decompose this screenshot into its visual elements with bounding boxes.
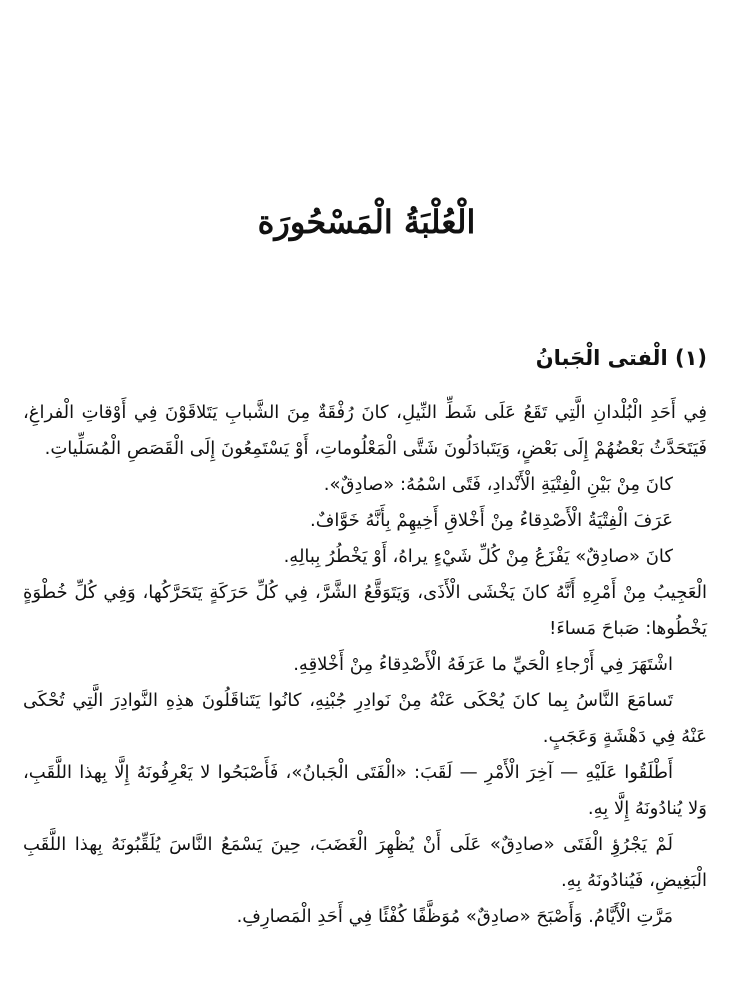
paragraph: تَسامَعَ النَّاسُ بِما كانَ يُحْكَى عَنْهُ مِنْ نَوادِرِ جُبْنِهِ، كانُوا يَتَناقَلُونَ هذِهِ النَّوادِرَ الَّتِي تُحْكَى عَنْهُ فِي دَهْشَةٍ وَعَجَبٍ. <box>23 690 707 747</box>
paragraph: لَمْ يَجْرُؤِ الْفَتَى «صادِقٌ» عَلَى أَنْ يُظْهِرَ الْغَضَبَ، حِينَ يَسْمَعُ النَّاسَ يُلَقِّبُونَهُ بِهذا اللَّقَبِ الْبَغِيضِ، فَيُنادُونَهُ بِهِ. <box>23 834 707 891</box>
paragraph: عَرَفَ الْفِتْيَةُ الْأَصْدِقاءُ مِنْ أَخْلاقِ أَخِيهِمْ بِأَنَّهُ خَوَّافٌ. <box>309 510 673 531</box>
paragraph: مَرَّتِ الْأَيَّامُ. وَأَصْبَحَ «صادِقٌ» مُوَظَّفًا كُفْئًا فِي أَحَدِ الْمَصارِفِ. <box>236 906 673 927</box>
story-body <box>23 395 707 935</box>
paragraph: كانَ مِنْ بَيْنِ الْفِتْيَةِ الْأَنْدادِ، فَتًى اسْمُهُ: «صادِقٌ». <box>323 474 673 495</box>
chapter-heading: (١) الْفتى الْجَبانُ <box>535 346 707 370</box>
paragraph: اشْتَهَرَ فِي أَرْجاءِ الْحَيِّ ما عَرَفَهُ الْأَصْدِقاءُ مِنْ أَخْلاقِهِ. <box>293 654 673 675</box>
story-title: الْعُلْبَةُ الْمَسْحُورَة <box>257 203 476 241</box>
paragraph: أَطْلَقُوا عَلَيْهِ — آخِرَ الْأَمْرِ — لَقَبَ: «الْفَتَى الْجَبانُ»، فَأَصْبَحُوا لا يَعْرِفُونَهُ إِلَّا بِهذا اللَّقَبِ، وَلا يُنادُونَهُ إِلَّا بِهِ. <box>23 762 707 819</box>
paragraph: الْعَجِيبُ مِنْ أَمْرِهِ أَنَّهُ كانَ يَخْشَى الْأَذَى، وَيَتَوَقَّعُ الشَّرَّ، فِي كُلِّ حَرَكَةٍ يَتَحَرَّكُها، وَفِي كُلِّ خُطْوَةٍ يَخْطُوها: صَباحَ مَساءَ! <box>23 582 707 639</box>
paragraph: فِي أَحَدِ الْبُلْدانِ الَّتِي تَقَعُ عَلَى شَطِّ النِّيلِ، كانَ رُفْقَةٌ مِنَ الشَّبابِ يَتَلاقَوْنَ فِي أَوْقاتِ الْفراغِ، فَيَتَحَدَّثُ بَعْضُهُمْ إِلَى بَعْضٍ، وَيَتَبادَلُونَ شَتَّى الْمَعْلُوماتِ، أَوْ يَسْتَمِعُونَ إِلَى الْقَصَصِ الْمُسَلِّياتِ. <box>23 402 707 459</box>
paragraph: كانَ «صادِقٌ» يَفْزَعُ مِنْ كُلِّ شَيْءٍ يراهُ، أَوْ يَخْطُرُ بِبالِهِ. <box>283 546 673 567</box>
